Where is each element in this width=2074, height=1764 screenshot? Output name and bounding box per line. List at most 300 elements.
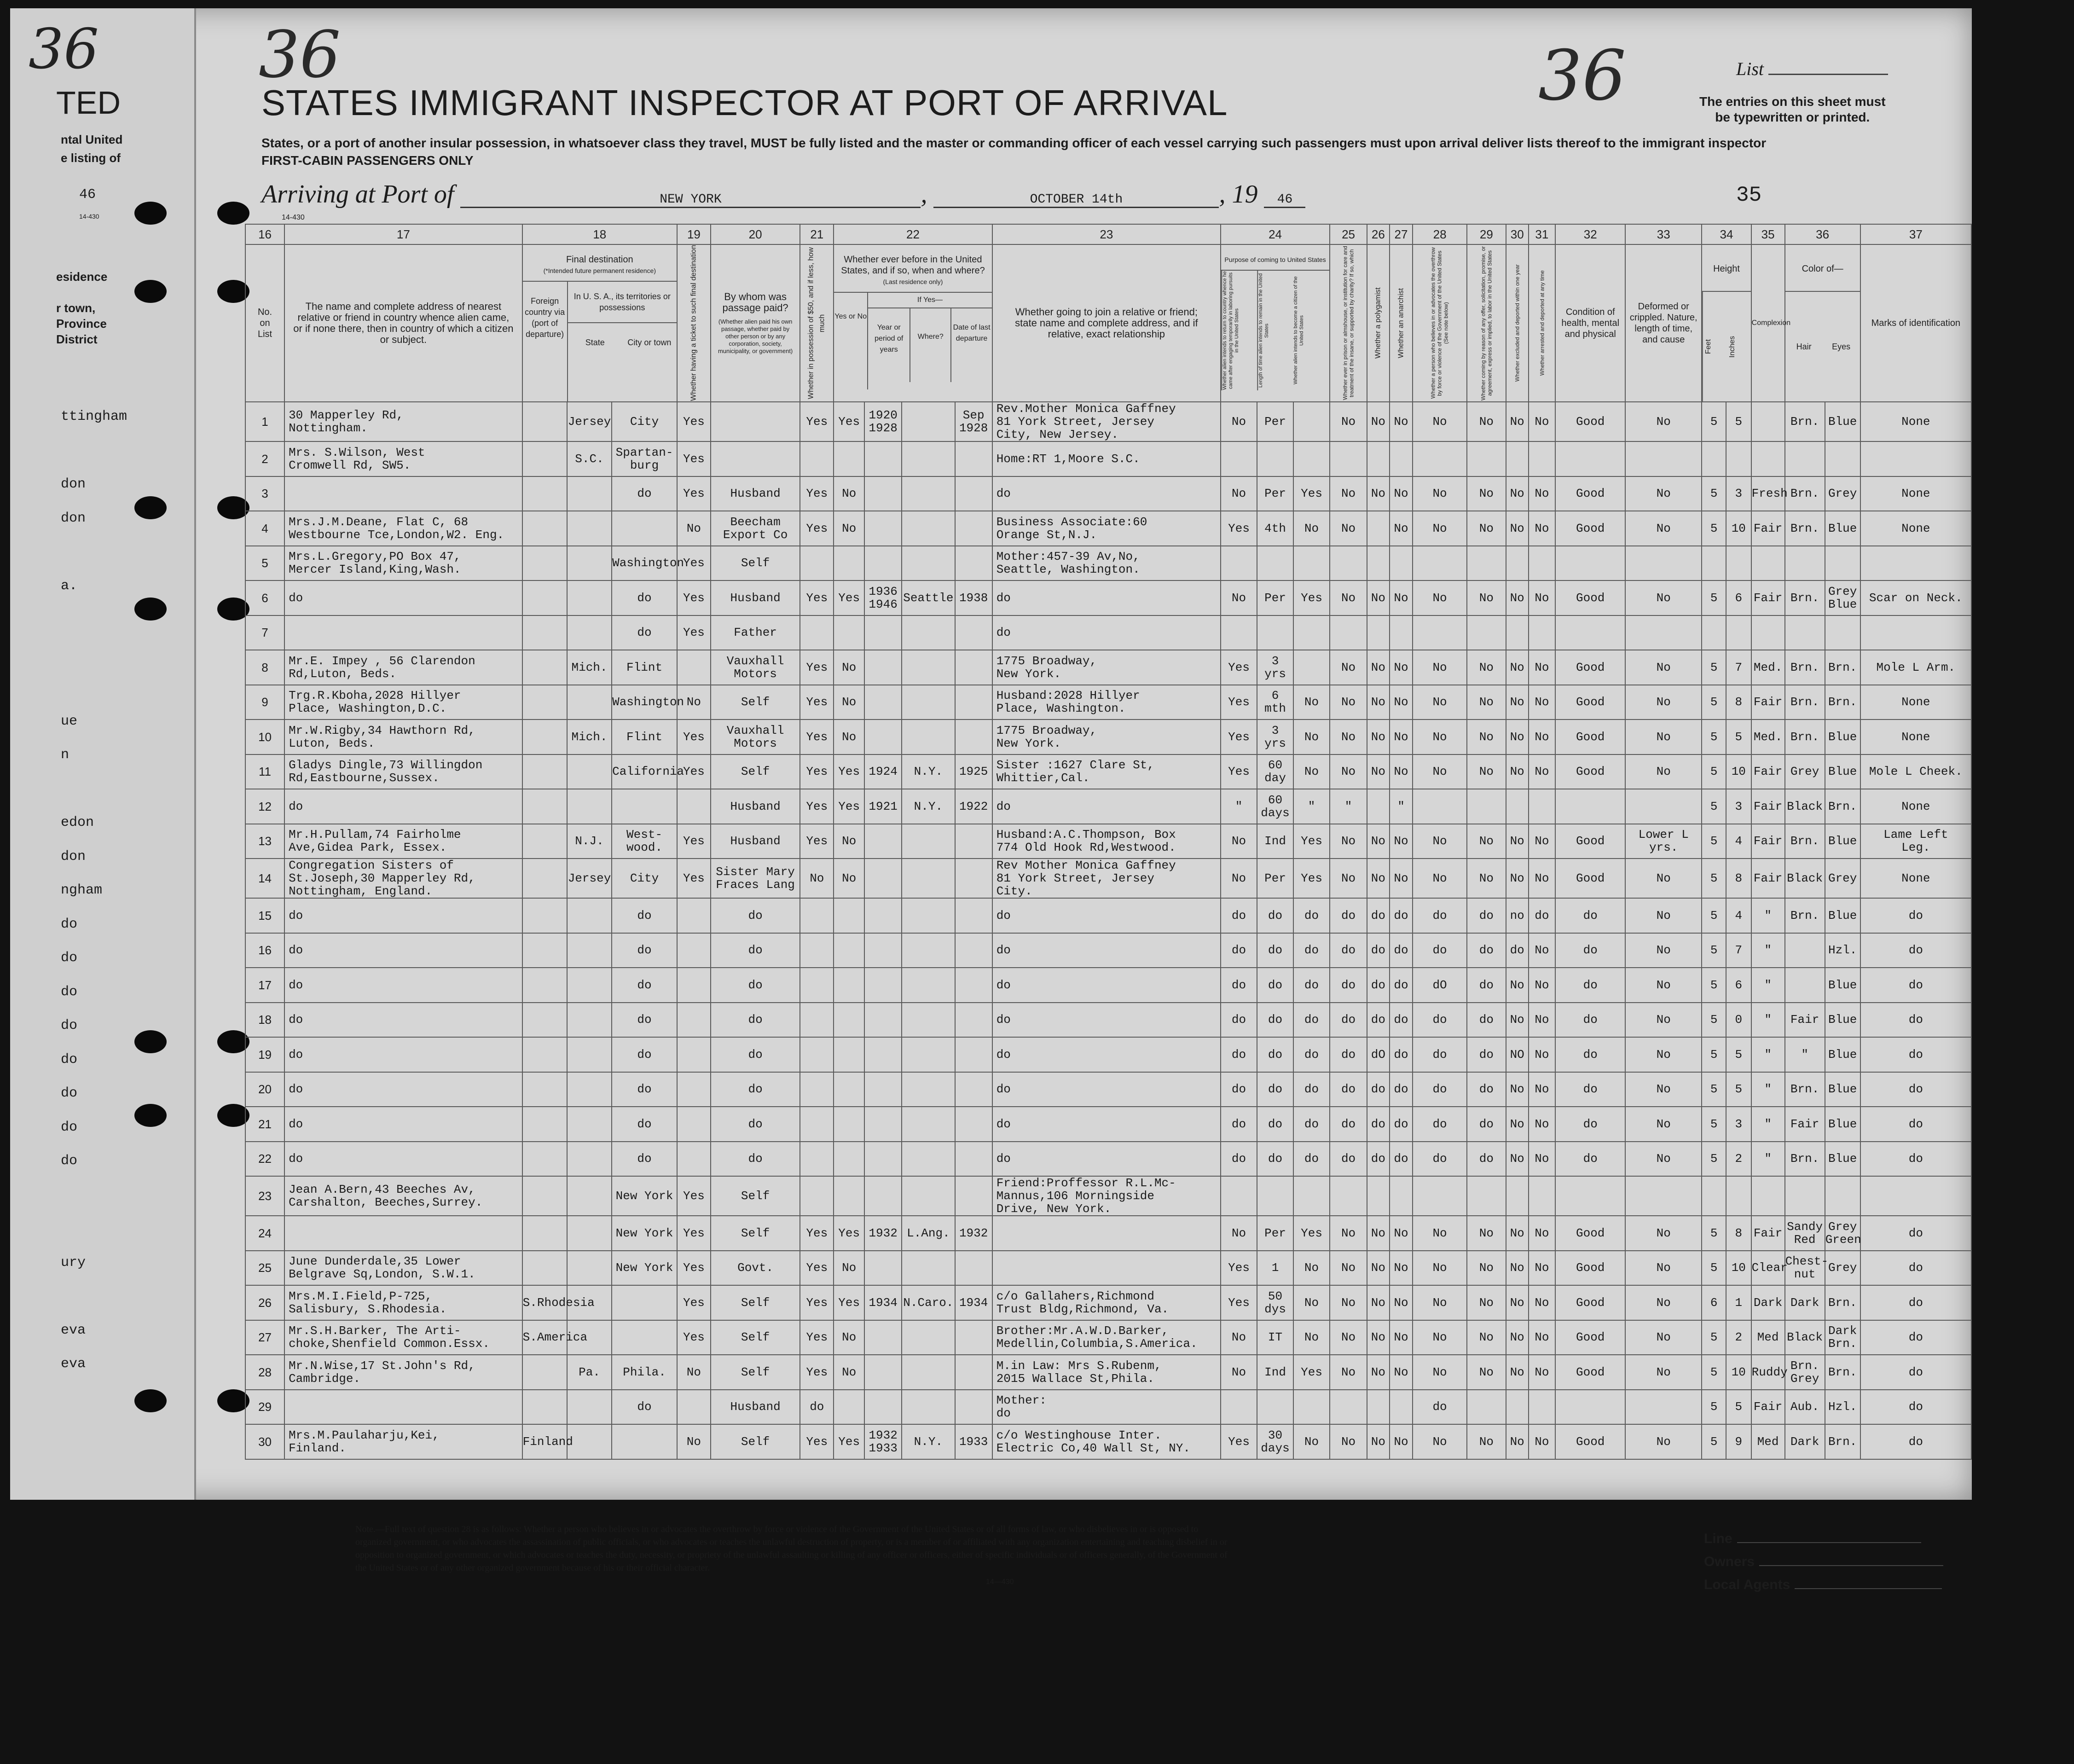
cell-fifty: Yes bbox=[800, 1320, 834, 1355]
cell-marks bbox=[1860, 1176, 1971, 1216]
cell-offer: do bbox=[1467, 1003, 1506, 1038]
cell-n: 10 bbox=[245, 720, 284, 754]
header-excluded: Whether excluded and deported within one year bbox=[1506, 244, 1529, 402]
cell-fifty bbox=[800, 1107, 834, 1142]
cell-addr: do bbox=[284, 968, 522, 1003]
cell-year bbox=[864, 615, 902, 650]
cell-cit: No bbox=[1293, 754, 1330, 789]
cell-health: do bbox=[1555, 898, 1625, 933]
cell-n: 2 bbox=[245, 441, 284, 476]
cell-paid: Father bbox=[711, 615, 800, 650]
cell-prison: No bbox=[1330, 1320, 1367, 1355]
cell-len: 3 yrs bbox=[1257, 720, 1293, 754]
where-label: Where? bbox=[910, 308, 951, 382]
cell-paid: do bbox=[711, 1107, 800, 1142]
cell-join: c/o Gallahers,Richmond Trust Bldg,Richmond, Va. bbox=[992, 1285, 1221, 1320]
cell-in: 3 bbox=[1726, 789, 1751, 824]
cell-ft: 5 bbox=[1702, 1390, 1726, 1425]
cell-in: 8 bbox=[1726, 1216, 1751, 1251]
cell-over: No bbox=[1413, 859, 1466, 898]
cell-addr bbox=[284, 476, 522, 511]
cell-where bbox=[902, 1072, 955, 1107]
cell-fifty: Yes bbox=[800, 1216, 834, 1251]
cell-hair: Grey bbox=[1785, 754, 1825, 789]
cell-dep bbox=[955, 1003, 992, 1038]
cell-health: Good bbox=[1555, 824, 1625, 859]
cell-exc: No bbox=[1506, 685, 1529, 720]
cell-exc bbox=[1506, 1390, 1529, 1425]
cell-cit bbox=[1293, 546, 1330, 581]
cell-n: 13 bbox=[245, 824, 284, 859]
cell-fifty bbox=[800, 546, 834, 581]
cell-ft: 5 bbox=[1702, 1355, 1726, 1390]
cell-marks: do bbox=[1860, 1355, 1971, 1390]
cell-ever: Yes bbox=[834, 1285, 864, 1320]
cell-in: 10 bbox=[1726, 754, 1751, 789]
cell-exc: No bbox=[1506, 476, 1529, 511]
cell-via bbox=[522, 1390, 567, 1425]
cell-marks bbox=[1860, 441, 1971, 476]
cell-via bbox=[522, 1142, 567, 1177]
cell-via bbox=[522, 1355, 567, 1390]
header-ever-in-us bbox=[834, 244, 992, 402]
strip-place: don bbox=[61, 510, 86, 526]
cell-prison: do bbox=[1330, 1107, 1367, 1142]
cell-hair: Brn. bbox=[1785, 720, 1825, 754]
cell-poly bbox=[1367, 511, 1390, 546]
cell-len: IT bbox=[1257, 1320, 1293, 1355]
cell-prison: No bbox=[1330, 1285, 1367, 1320]
cell-health: Good bbox=[1555, 511, 1625, 546]
cell-paid: Husband bbox=[711, 476, 800, 511]
cell-in: 4 bbox=[1726, 824, 1751, 859]
cell-health: Good bbox=[1555, 402, 1625, 441]
cell-ret: Yes bbox=[1221, 754, 1257, 789]
cell-deform: No bbox=[1625, 1355, 1702, 1390]
cell-offer: No bbox=[1467, 580, 1506, 615]
cell-poly bbox=[1367, 789, 1390, 824]
departure-label: Date of last departure bbox=[953, 324, 991, 342]
cell-n: 25 bbox=[245, 1251, 284, 1286]
cell-comp: Fair bbox=[1751, 789, 1785, 824]
cell-offer: No bbox=[1467, 1320, 1506, 1355]
cell-over: No bbox=[1413, 685, 1466, 720]
cell-prison: No bbox=[1330, 402, 1367, 441]
strip-place: edon bbox=[61, 815, 94, 830]
cell-marks: do bbox=[1860, 1320, 1971, 1355]
cell-paid: Self bbox=[711, 1176, 800, 1216]
header-deformed: Deformed or crippled. Nature, length of time, and cause bbox=[1625, 244, 1702, 402]
cell-state bbox=[567, 1390, 612, 1425]
col-num-34: 34 bbox=[1702, 224, 1751, 244]
cell-ever bbox=[834, 1107, 864, 1142]
cell-over: No bbox=[1413, 580, 1466, 615]
cell-arr: No bbox=[1529, 685, 1556, 720]
col-num-31: 31 bbox=[1529, 224, 1556, 244]
feet-label: Feet bbox=[1702, 292, 1727, 401]
cell-n: 5 bbox=[245, 546, 284, 581]
cell-via bbox=[522, 511, 567, 546]
cell-ticket: Yes bbox=[677, 615, 711, 650]
cell-health: Good bbox=[1555, 476, 1625, 511]
cell-comp: Med bbox=[1751, 1320, 1785, 1355]
cell-n: 12 bbox=[245, 789, 284, 824]
cell-poly: No bbox=[1367, 720, 1390, 754]
cell-eyes bbox=[1825, 615, 1860, 650]
cell-cit: No bbox=[1293, 511, 1330, 546]
cell-marks: None bbox=[1860, 402, 1971, 441]
cell-where bbox=[902, 898, 955, 933]
cell-ft: 5 bbox=[1702, 898, 1726, 933]
cell-where: N.Caro. bbox=[902, 1285, 955, 1320]
cell-dep bbox=[955, 1176, 992, 1216]
cell-marks: do bbox=[1860, 1251, 1971, 1286]
list-label: List bbox=[1736, 58, 1764, 79]
cell-len: do bbox=[1257, 1003, 1293, 1038]
cell-city: do bbox=[612, 1107, 677, 1142]
cell-eyes: Hzl. bbox=[1825, 1390, 1860, 1425]
cell-poly: do bbox=[1367, 1072, 1390, 1107]
cell-where bbox=[902, 1251, 955, 1286]
cell-len: 3 yrs bbox=[1257, 650, 1293, 685]
cell-addr: Mrs.L.Gregory,PO Box 47, Mercer Island,King,Wash. bbox=[284, 546, 522, 581]
cell-state: Pa. bbox=[567, 1355, 612, 1390]
cell-len: 60 day bbox=[1257, 754, 1293, 789]
cell-ret: Yes bbox=[1221, 650, 1257, 685]
cell-health bbox=[1555, 789, 1625, 824]
col-num-35: 35 bbox=[1751, 224, 1785, 244]
cell-comp: " bbox=[1751, 898, 1785, 933]
ever-in-us-note: (Last residence only) bbox=[883, 278, 943, 285]
cell-prison: No bbox=[1330, 1216, 1367, 1251]
binder-hole bbox=[134, 496, 167, 519]
cell-eyes bbox=[1825, 441, 1860, 476]
cell-health: Good bbox=[1555, 580, 1625, 615]
cell-city: do bbox=[612, 476, 677, 511]
cell-in: 3 bbox=[1726, 1107, 1751, 1142]
cell-in bbox=[1726, 615, 1751, 650]
cell-comp: " bbox=[1751, 1072, 1785, 1107]
cell-ever: Yes bbox=[834, 402, 864, 441]
cell-ret: No bbox=[1221, 1216, 1257, 1251]
state-label: State bbox=[585, 338, 605, 347]
cell-prison: No bbox=[1330, 476, 1367, 511]
cell-dep bbox=[955, 685, 992, 720]
cell-via bbox=[522, 898, 567, 933]
cell-health: do bbox=[1555, 933, 1625, 968]
cell-join: do bbox=[992, 1003, 1221, 1038]
table-row bbox=[245, 754, 1971, 789]
cell-ticket bbox=[677, 1107, 711, 1142]
table-row bbox=[245, 1285, 1971, 1320]
cell-len: Per bbox=[1257, 476, 1293, 511]
cell-in: 10 bbox=[1726, 511, 1751, 546]
cell-anar: No bbox=[1390, 511, 1413, 546]
cell-addr: Mrs.M.Paulaharju,Kei, Finland. bbox=[284, 1424, 522, 1459]
cell-state bbox=[567, 1107, 612, 1142]
cell-marks: None bbox=[1860, 859, 1971, 898]
cell-prison bbox=[1330, 441, 1367, 476]
strip-place: do bbox=[61, 1085, 78, 1101]
cell-ever: No bbox=[834, 859, 864, 898]
cell-marks: do bbox=[1860, 1107, 1971, 1142]
table-row bbox=[245, 476, 1971, 511]
cell-n: 23 bbox=[245, 1176, 284, 1216]
cell-paid: do bbox=[711, 1142, 800, 1177]
table-row bbox=[245, 650, 1971, 685]
col-num-32: 32 bbox=[1555, 224, 1625, 244]
cell-addr: do bbox=[284, 1107, 522, 1142]
cell-n: 21 bbox=[245, 1107, 284, 1142]
cell-via bbox=[522, 615, 567, 650]
cell-poly: do bbox=[1367, 1107, 1390, 1142]
cell-fifty: Yes bbox=[800, 1285, 834, 1320]
cell-ft: 5 bbox=[1702, 1142, 1726, 1177]
cell-prison bbox=[1330, 546, 1367, 581]
cell-deform: No bbox=[1625, 898, 1702, 933]
cell-ticket bbox=[677, 898, 711, 933]
cell-join: Home:RT 1,Moore S.C. bbox=[992, 441, 1221, 476]
cell-in: 2 bbox=[1726, 1320, 1751, 1355]
cell-comp bbox=[1751, 1176, 1785, 1216]
list-field bbox=[1736, 58, 1888, 80]
cell-poly: No bbox=[1367, 859, 1390, 898]
cell-prison: No bbox=[1330, 1355, 1367, 1390]
cell-year bbox=[864, 1355, 902, 1390]
cell-paid: Self bbox=[711, 1216, 800, 1251]
cell-state bbox=[567, 1142, 612, 1177]
header-overthrow: Whether a person who believes in or advocates the overthrow by force or violence of the Government of the United States (See note below) bbox=[1413, 244, 1466, 402]
cell-deform bbox=[1625, 615, 1702, 650]
cell-ever: No bbox=[834, 824, 864, 859]
cell-arr: No bbox=[1529, 968, 1556, 1003]
cell-comp bbox=[1751, 546, 1785, 581]
cell-via bbox=[522, 1107, 567, 1142]
cell-anar: No bbox=[1390, 1285, 1413, 1320]
cell-year: 1924 bbox=[864, 754, 902, 789]
cell-addr: do bbox=[284, 580, 522, 615]
cell-offer: do bbox=[1467, 933, 1506, 968]
cell-anar: No bbox=[1390, 476, 1413, 511]
manifest-sheet bbox=[10, 8, 1972, 1592]
cell-arr: No bbox=[1529, 1107, 1556, 1142]
cell-marks: do bbox=[1860, 1003, 1971, 1038]
table-row bbox=[245, 1176, 1971, 1216]
cell-state bbox=[567, 685, 612, 720]
cell-city: Washington bbox=[612, 546, 677, 581]
cell-fifty: Yes bbox=[800, 580, 834, 615]
cell-dep: Sep 1928 bbox=[955, 402, 992, 441]
cell-len: 6 mth bbox=[1257, 685, 1293, 720]
cell-in: 5 bbox=[1726, 1037, 1751, 1072]
cell-ticket: Yes bbox=[677, 476, 711, 511]
cell-comp bbox=[1751, 441, 1785, 476]
cell-comp bbox=[1751, 615, 1785, 650]
cell-len: 1 bbox=[1257, 1251, 1293, 1286]
cell-cit bbox=[1293, 650, 1330, 685]
cell-deform bbox=[1625, 789, 1702, 824]
cell-offer: No bbox=[1467, 685, 1506, 720]
cell-ft: 5 bbox=[1702, 859, 1726, 898]
cell-hair: Fair bbox=[1785, 1107, 1825, 1142]
agents-label: Local Agents bbox=[1704, 1577, 1790, 1592]
cell-ticket: Yes bbox=[677, 859, 711, 898]
cell-offer: No bbox=[1467, 824, 1506, 859]
cell-ticket: Yes bbox=[677, 1216, 711, 1251]
cell-fifty bbox=[800, 968, 834, 1003]
cell-via: S.America bbox=[522, 1320, 567, 1355]
cell-state bbox=[567, 1216, 612, 1251]
strip-place: n bbox=[61, 747, 70, 763]
cell-join: Friend:Proffessor R.L.Mc- Mannus,106 Morningside Drive, New York. bbox=[992, 1176, 1221, 1216]
cell-hair: Black bbox=[1785, 859, 1825, 898]
cell-arr: No bbox=[1529, 1320, 1556, 1355]
cell-state bbox=[567, 898, 612, 933]
cell-arr: No bbox=[1529, 824, 1556, 859]
cell-paid: Husband bbox=[711, 580, 800, 615]
cell-ever bbox=[834, 898, 864, 933]
cell-via bbox=[522, 441, 567, 476]
cell-eyes: Blue bbox=[1825, 1072, 1860, 1107]
cell-city: New York bbox=[612, 1216, 677, 1251]
cell-anar: do bbox=[1390, 898, 1413, 933]
cell-fifty: Yes bbox=[800, 824, 834, 859]
cell-anar: do bbox=[1390, 1142, 1413, 1177]
cell-dep bbox=[955, 615, 992, 650]
cell-prison: No bbox=[1330, 511, 1367, 546]
cell-comp: Ruddy bbox=[1751, 1355, 1785, 1390]
cell-ft: 5 bbox=[1702, 789, 1726, 824]
cell-offer: No bbox=[1467, 1285, 1506, 1320]
cell-eyes: Brn. bbox=[1825, 789, 1860, 824]
cell-in: 6 bbox=[1726, 968, 1751, 1003]
cell-addr: do bbox=[284, 789, 522, 824]
purpose-length-label: Length of time alien intends to remain in the United States bbox=[1257, 271, 1293, 390]
cell-fifty bbox=[800, 933, 834, 968]
cell-comp: " bbox=[1751, 968, 1785, 1003]
strip-place: eva bbox=[61, 1322, 86, 1338]
cell-offer bbox=[1467, 441, 1506, 476]
cell-eyes: Brn. bbox=[1825, 1355, 1860, 1390]
cell-state bbox=[567, 1003, 612, 1038]
col-num-26: 26 bbox=[1367, 224, 1390, 244]
cell-fifty: Yes bbox=[800, 720, 834, 754]
cell-arr: No bbox=[1529, 650, 1556, 685]
cell-ret bbox=[1221, 615, 1257, 650]
cell-over: No bbox=[1413, 720, 1466, 754]
cell-anar bbox=[1390, 615, 1413, 650]
cell-over bbox=[1413, 546, 1466, 581]
cell-marks: None bbox=[1860, 720, 1971, 754]
cell-addr: Mr.N.Wise,17 St.John's Rd, Cambridge. bbox=[284, 1355, 522, 1390]
strip-place: eva bbox=[61, 1356, 86, 1372]
year-label: Year or period of years bbox=[868, 308, 910, 382]
cell-exc: No bbox=[1506, 650, 1529, 685]
cell-where bbox=[902, 511, 955, 546]
cell-cit: do bbox=[1293, 1003, 1330, 1038]
cell-deform: No bbox=[1625, 511, 1702, 546]
cell-cit: do bbox=[1293, 1037, 1330, 1072]
cell-via: S.Rhodesia bbox=[522, 1285, 567, 1320]
cell-ret: No bbox=[1221, 859, 1257, 898]
table-row bbox=[245, 1003, 1971, 1038]
cell-cit bbox=[1293, 441, 1330, 476]
cell-fifty: Yes bbox=[800, 511, 834, 546]
strip-heading: esidence r town, Province District bbox=[56, 270, 108, 346]
cell-via bbox=[522, 1003, 567, 1038]
cell-eyes: Grey bbox=[1825, 1251, 1860, 1286]
cell-hair bbox=[1785, 1176, 1825, 1216]
table-row bbox=[245, 1142, 1971, 1177]
cell-eyes: Blue bbox=[1825, 824, 1860, 859]
cell-city: Flint bbox=[612, 720, 677, 754]
cell-cit: No bbox=[1293, 685, 1330, 720]
cell-paid: Husband bbox=[711, 1390, 800, 1425]
cell-ret: Yes bbox=[1221, 1251, 1257, 1286]
cell-arr bbox=[1529, 615, 1556, 650]
cell-over: No bbox=[1413, 1285, 1466, 1320]
cell-ft: 5 bbox=[1702, 511, 1726, 546]
cell-city: Spartan- burg bbox=[612, 441, 677, 476]
cell-comp: Dark bbox=[1751, 1285, 1785, 1320]
cell-ticket: Yes bbox=[677, 1285, 711, 1320]
cell-len: Per bbox=[1257, 402, 1293, 441]
cell-len bbox=[1257, 1390, 1293, 1425]
cell-ticket bbox=[677, 968, 711, 1003]
cell-n: 15 bbox=[245, 898, 284, 933]
cell-exc: No bbox=[1506, 720, 1529, 754]
cell-arr bbox=[1529, 1176, 1556, 1216]
cell-ever bbox=[834, 1003, 864, 1038]
cell-anar: No bbox=[1390, 402, 1413, 441]
cell-where bbox=[902, 546, 955, 581]
cell-ticket: No bbox=[677, 1355, 711, 1390]
cell-addr: Congregation Sisters of St.Joseph,30 Mapperley Rd, Nottingham, England. bbox=[284, 859, 522, 898]
cell-ret: do bbox=[1221, 968, 1257, 1003]
cell-n: 8 bbox=[245, 650, 284, 685]
cell-marks: None bbox=[1860, 476, 1971, 511]
cell-ever: No bbox=[834, 1355, 864, 1390]
cell-paid: Self bbox=[711, 1320, 800, 1355]
cell-paid: Sister Mary Fraces Lang bbox=[711, 859, 800, 898]
cell-n: 9 bbox=[245, 685, 284, 720]
cell-join: Mother: do bbox=[992, 1390, 1221, 1425]
cell-comp: " bbox=[1751, 1003, 1785, 1038]
col-num-37: 37 bbox=[1860, 224, 1971, 244]
cell-ret: Yes bbox=[1221, 1424, 1257, 1459]
owners-blank bbox=[1759, 1565, 1943, 1566]
header-polygamist: Whether a polygamist bbox=[1367, 244, 1390, 402]
cell-marks: do bbox=[1860, 1072, 1971, 1107]
cell-anar: No bbox=[1390, 1355, 1413, 1390]
cell-ret: Yes bbox=[1221, 511, 1257, 546]
cell-dep bbox=[955, 476, 992, 511]
cell-cit: No bbox=[1293, 1285, 1330, 1320]
cell-offer: do bbox=[1467, 898, 1506, 933]
cell-ft: 5 bbox=[1702, 685, 1726, 720]
cell-len: Ind bbox=[1257, 824, 1293, 859]
cell-health bbox=[1555, 546, 1625, 581]
cell-anar: No bbox=[1390, 1216, 1413, 1251]
cell-exc: no bbox=[1506, 898, 1529, 933]
cell-marks: None bbox=[1860, 789, 1971, 824]
cell-offer: No bbox=[1467, 1251, 1506, 1286]
strip-form-code: 14-430 bbox=[79, 213, 99, 220]
cell-eyes: Blue bbox=[1825, 754, 1860, 789]
cell-fifty bbox=[800, 1176, 834, 1216]
cell-ft: 5 bbox=[1702, 1003, 1726, 1038]
cell-health: Good bbox=[1555, 720, 1625, 754]
